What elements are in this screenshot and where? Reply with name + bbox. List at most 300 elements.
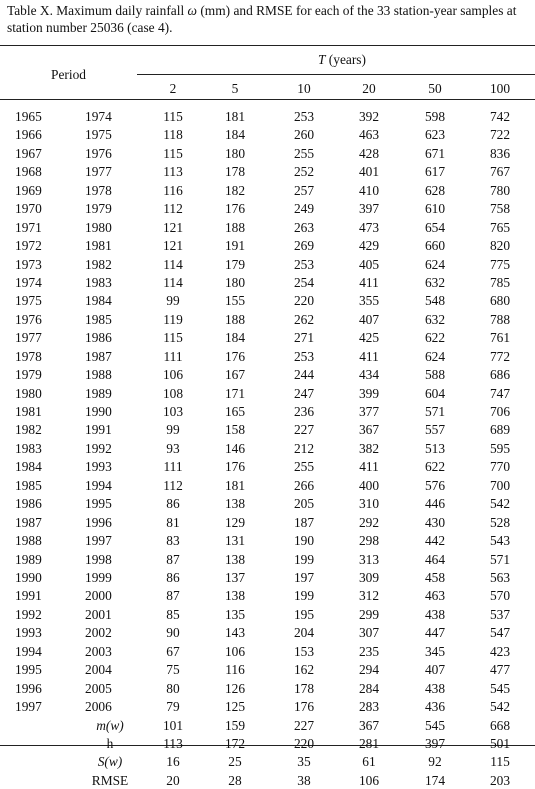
period-end-year: 1994 (85, 478, 112, 493)
rainfall-value: 299 (358, 607, 380, 622)
rainfall-value: 542 (489, 496, 511, 511)
rainfall-value: 153 (293, 644, 315, 659)
rainfall-value: 761 (489, 330, 511, 345)
period-start-year: 1983 (15, 441, 42, 456)
rainfall-value: 624 (424, 349, 446, 364)
rainfall-value: 129 (224, 515, 246, 530)
rainfall-value: 253 (293, 349, 315, 364)
summary-value: 61 (362, 754, 376, 769)
rainfall-value: 181 (224, 109, 246, 124)
rainfall-value: 563 (489, 570, 511, 585)
rainfall-value: 604 (424, 386, 446, 401)
period-end-year: 1985 (85, 312, 112, 327)
summary-value: 501 (489, 736, 511, 751)
rainfall-value: 111 (163, 459, 183, 474)
period-start-year: 1971 (15, 220, 42, 235)
rainfall-value: 121 (162, 220, 184, 235)
rainfall-value: 473 (358, 220, 380, 235)
rainfall-value: 182 (224, 183, 246, 198)
period-start-year: 1993 (15, 625, 42, 640)
rainfall-value: 81 (166, 515, 180, 530)
rainfall-value: 118 (163, 127, 183, 142)
t-unit: (years) (325, 52, 366, 67)
rainfall-value: 434 (358, 367, 380, 382)
rainfall-value: 772 (489, 349, 511, 364)
rainfall-value: 87 (166, 552, 180, 567)
period-start-year: 1977 (15, 330, 42, 345)
period-end-year: 1978 (85, 183, 112, 198)
rainfall-value: 598 (424, 109, 446, 124)
rainfall-value: 262 (293, 312, 315, 327)
rainfall-value: 106 (224, 644, 246, 659)
rainfall-value: 269 (293, 238, 315, 253)
rainfall-value: 90 (166, 625, 180, 640)
summary-value: 113 (163, 736, 183, 751)
period-end-year: 1995 (85, 496, 112, 511)
rainfall-value: 115 (163, 146, 183, 161)
rainfall-value: 260 (293, 127, 315, 142)
rainfall-value: 87 (166, 588, 180, 603)
summary-label: h (106, 736, 114, 751)
rainfall-value: 780 (489, 183, 511, 198)
summary-value: 227 (293, 718, 315, 733)
summary-value: 174 (424, 773, 446, 788)
rainfall-value: 528 (489, 515, 511, 530)
t-symbol: T (318, 52, 326, 67)
rainfall-value: 253 (293, 109, 315, 124)
rainfall-value: 252 (293, 164, 315, 179)
period-end-year: 2003 (85, 644, 112, 659)
rainfall-value: 79 (166, 699, 180, 714)
rainfall-value: 176 (224, 201, 246, 216)
rainfall-value: 447 (424, 625, 446, 640)
rainfall-value: 178 (293, 681, 315, 696)
rainfall-value: 430 (424, 515, 446, 530)
period-end-year: 1982 (85, 257, 112, 272)
rainfall-value: 125 (224, 699, 246, 714)
period-start-year: 1997 (15, 699, 42, 714)
rainfall-value: 570 (489, 588, 511, 603)
summary-value: 38 (297, 773, 311, 788)
rainfall-value: 176 (224, 349, 246, 364)
rainfall-value: 345 (424, 644, 446, 659)
rainfall-value: 99 (166, 422, 180, 437)
period-start-year: 1972 (15, 238, 42, 253)
period-end-year: 1986 (85, 330, 112, 345)
rainfall-value: 180 (224, 275, 246, 290)
period-end-year: 2006 (85, 699, 112, 714)
rainfall-value: 820 (489, 238, 511, 253)
period-end-year: 1997 (85, 533, 112, 548)
period-start-year: 1969 (15, 183, 42, 198)
rainfall-value: 180 (224, 146, 246, 161)
rainfall-value: 292 (358, 515, 380, 530)
period-header: Period (51, 67, 86, 82)
rainfall-value: 115 (163, 330, 183, 345)
period-end-year: 1987 (85, 349, 112, 364)
rainfall-value: 119 (163, 312, 183, 327)
period-start-year: 1968 (15, 164, 42, 179)
rainfall-value: 158 (224, 422, 246, 437)
rainfall-value: 86 (166, 496, 180, 511)
rainfall-value: 411 (359, 275, 379, 290)
caption-suffix: (mm) and RMSE for each of the 33 station-year samples at station number 25036 (case 4). (7, 3, 517, 35)
summary-value: 115 (490, 754, 510, 769)
rainfall-value: 313 (358, 552, 380, 567)
rainfall-value: 671 (424, 146, 446, 161)
rainfall-value: 138 (224, 552, 246, 567)
rainfall-value: 836 (489, 146, 511, 161)
rainfall-value: 271 (293, 330, 315, 345)
col-header-100: 100 (489, 81, 511, 96)
rainfall-value: 543 (489, 533, 511, 548)
rainfall-value: 595 (489, 441, 511, 456)
rainfall-value: 235 (358, 644, 380, 659)
rainfall-value: 188 (224, 220, 246, 235)
rainfall-value: 617 (424, 164, 446, 179)
summary-value: 220 (293, 736, 315, 751)
rainfall-value: 307 (358, 625, 380, 640)
rainfall-value: 442 (424, 533, 446, 548)
rainfall-value: 188 (224, 312, 246, 327)
rainfall-value: 407 (358, 312, 380, 327)
rainfall-value: 138 (224, 496, 246, 511)
caption-prefix: Table X. Maximum daily rainfall (7, 3, 188, 18)
rainfall-value: 176 (224, 459, 246, 474)
rainfall-value: 355 (358, 293, 380, 308)
rainfall-value: 309 (358, 570, 380, 585)
period-end-year: 1984 (85, 293, 112, 308)
rainfall-value: 545 (489, 681, 511, 696)
col-header-2: 2 (169, 81, 177, 96)
rainfall-value: 660 (424, 238, 446, 253)
period-end-year: 1980 (85, 220, 112, 235)
rainfall-value: 106 (162, 367, 184, 382)
period-end-year: 1998 (85, 552, 112, 567)
rainfall-value: 205 (293, 496, 315, 511)
rainfall-value: 113 (163, 164, 183, 179)
rainfall-value: 770 (489, 459, 511, 474)
summary-label: RMSE (91, 773, 129, 788)
period-start-year: 1992 (15, 607, 42, 622)
rainfall-value: 257 (293, 183, 315, 198)
period-start-year: 1985 (15, 478, 42, 493)
period-end-year: 1983 (85, 275, 112, 290)
summary-value: 367 (358, 718, 380, 733)
rainfall-value: 610 (424, 201, 446, 216)
period-start-year: 1965 (15, 109, 42, 124)
rainfall-value: 399 (358, 386, 380, 401)
summary-value: 25 (228, 754, 242, 769)
rainfall-value: 184 (224, 330, 246, 345)
rainfall-value: 75 (166, 662, 180, 677)
period-end-year: 1989 (85, 386, 112, 401)
rainfall-value: 254 (293, 275, 315, 290)
period-start-year: 1980 (15, 386, 42, 401)
rainfall-value: 310 (358, 496, 380, 511)
rainfall-value: 115 (163, 109, 183, 124)
period-start-year: 1974 (15, 275, 42, 290)
rainfall-value: 628 (424, 183, 446, 198)
rainfall-value: 197 (293, 570, 315, 585)
rainfall-value: 632 (424, 275, 446, 290)
rainfall-value: 785 (489, 275, 511, 290)
rainfall-value: 722 (489, 127, 511, 142)
rainfall-value: 126 (224, 681, 246, 696)
period-start-year: 1986 (15, 496, 42, 511)
period-start-year: 1991 (15, 588, 42, 603)
rainfall-value: 85 (166, 607, 180, 622)
rainfall-value: 93 (166, 441, 180, 456)
rainfall-value: 622 (424, 330, 446, 345)
summary-value: 92 (428, 754, 442, 769)
rainfall-value: 623 (424, 127, 446, 142)
rainfall-value: 244 (293, 367, 315, 382)
period-start-year: 1990 (15, 570, 42, 585)
period-end-year: 1996 (85, 515, 112, 530)
rainfall-value: 758 (489, 201, 511, 216)
rainfall-value: 167 (224, 367, 246, 382)
summary-value: 668 (489, 718, 511, 733)
rainfall-value: 438 (424, 681, 446, 696)
rainfall-value: 423 (489, 644, 511, 659)
rainfall-value: 428 (358, 146, 380, 161)
summary-value: 545 (424, 718, 446, 733)
rainfall-value: 438 (424, 607, 446, 622)
rainfall-value: 429 (358, 238, 380, 253)
rainfall-value: 181 (224, 478, 246, 493)
rainfall-value: 249 (293, 201, 315, 216)
period-end-year: 1976 (85, 146, 112, 161)
summary-value: 20 (166, 773, 180, 788)
rainfall-value: 176 (293, 699, 315, 714)
summary-value: 397 (424, 736, 446, 751)
rainfall-value: 146 (224, 441, 246, 456)
rainfall-value: 576 (424, 478, 446, 493)
rainfall-value: 255 (293, 146, 315, 161)
rainfall-value: 410 (358, 183, 380, 198)
period-start-year: 1967 (15, 146, 42, 161)
rainfall-value: 283 (358, 699, 380, 714)
rainfall-value: 255 (293, 459, 315, 474)
rainfall-value: 298 (358, 533, 380, 548)
summary-value: 172 (224, 736, 246, 751)
rainfall-value: 155 (224, 293, 246, 308)
period-end-year: 1975 (85, 127, 112, 142)
rainfall-value: 236 (293, 404, 315, 419)
period-end-year: 2000 (85, 588, 112, 603)
col-header-5: 5 (231, 81, 239, 96)
rainfall-value: 86 (166, 570, 180, 585)
period-start-year: 1996 (15, 681, 42, 696)
period-start-year: 1978 (15, 349, 42, 364)
rainfall-value: 411 (359, 459, 379, 474)
rainfall-value: 171 (224, 386, 246, 401)
rainfall-value: 463 (424, 588, 446, 603)
col-header-20: 20 (362, 81, 376, 96)
rainfall-value: 114 (163, 275, 183, 290)
rainfall-value: 547 (489, 625, 511, 640)
rainfall-value: 571 (489, 552, 511, 567)
rainfall-value: 80 (166, 681, 180, 696)
rainfall-value: 458 (424, 570, 446, 585)
period-end-year: 1979 (85, 201, 112, 216)
rainfall-value: 425 (358, 330, 380, 345)
period-start-year: 1982 (15, 422, 42, 437)
rainfall-value: 382 (358, 441, 380, 456)
period-start-year: 1979 (15, 367, 42, 382)
caption-omega: ω (187, 3, 197, 18)
rainfall-value: 212 (293, 441, 315, 456)
period-end-year: 2005 (85, 681, 112, 696)
period-end-year: 2001 (85, 607, 112, 622)
period-end-year: 1999 (85, 570, 112, 585)
rainfall-value: 112 (163, 201, 183, 216)
rainfall-value: 165 (224, 404, 246, 419)
rainfall-value: 138 (224, 588, 246, 603)
rainfall-value: 247 (293, 386, 315, 401)
rainfall-value: 775 (489, 257, 511, 272)
summary-value: 106 (358, 773, 380, 788)
rainfall-value: 312 (358, 588, 380, 603)
rainfall-value: 446 (424, 496, 446, 511)
rainfall-value: 377 (358, 404, 380, 419)
rainfall-value: 253 (293, 257, 315, 272)
period-end-year: 1993 (85, 459, 112, 474)
rainfall-value: 571 (424, 404, 446, 419)
summary-value: 35 (297, 754, 311, 769)
rainfall-value: 537 (489, 607, 511, 622)
period-start-year: 1981 (15, 404, 42, 419)
rainfall-value: 263 (293, 220, 315, 235)
rainfall-value: 294 (358, 662, 380, 677)
period-start-year: 1970 (15, 201, 42, 216)
period-end-year: 1990 (85, 404, 112, 419)
rainfall-value: 266 (293, 478, 315, 493)
period-start-year: 1987 (15, 515, 42, 530)
summary-value: 16 (166, 754, 180, 769)
rainfall-value: 767 (489, 164, 511, 179)
period-start-year: 1988 (15, 533, 42, 548)
rainfall-value: 116 (225, 662, 245, 677)
period-start-year: 1994 (15, 644, 42, 659)
period-start-year: 1989 (15, 552, 42, 567)
rainfall-value: 83 (166, 533, 180, 548)
rainfall-value: 199 (293, 588, 315, 603)
rainfall-value: 112 (163, 478, 183, 493)
rainfall-value: 436 (424, 699, 446, 714)
rainfall-value: 187 (293, 515, 315, 530)
rainfall-value: 184 (224, 127, 246, 142)
rainfall-value: 99 (166, 293, 180, 308)
rainfall-value: 463 (358, 127, 380, 142)
rainfall-value: 114 (163, 257, 183, 272)
rainfall-value: 367 (358, 422, 380, 437)
rainfall-value: 411 (359, 349, 379, 364)
summary-value: 281 (358, 736, 380, 751)
period-end-year: 2004 (85, 662, 112, 677)
rainfall-value: 227 (293, 422, 315, 437)
rainfall-value: 284 (358, 681, 380, 696)
rainfall-value: 548 (424, 293, 446, 308)
summary-label: m(w) (96, 718, 124, 733)
rainfall-value: 624 (424, 257, 446, 272)
period-start-year: 1975 (15, 293, 42, 308)
col-header-50: 50 (428, 81, 442, 96)
summary-value: 28 (228, 773, 242, 788)
rainfall-value: 622 (424, 459, 446, 474)
summary-value: 101 (162, 718, 184, 733)
rainfall-value: 204 (293, 625, 315, 640)
period-start-year: 1976 (15, 312, 42, 327)
rainfall-value: 706 (489, 404, 511, 419)
rainfall-value: 111 (163, 349, 183, 364)
rainfall-value: 199 (293, 552, 315, 567)
summary-value: 159 (224, 718, 246, 733)
period-end-year: 1992 (85, 441, 112, 456)
rainfall-value: 190 (293, 533, 315, 548)
rainfall-value: 162 (293, 662, 315, 677)
rainfall-value: 654 (424, 220, 446, 235)
rainfall-value: 700 (489, 478, 511, 493)
rainfall-value: 557 (424, 422, 446, 437)
rainfall-value: 405 (358, 257, 380, 272)
period-start-year: 1973 (15, 257, 42, 272)
rainfall-value: 588 (424, 367, 446, 382)
rainfall-value: 765 (489, 220, 511, 235)
period-start-year: 1984 (15, 459, 42, 474)
rainfall-value: 392 (358, 109, 380, 124)
period-end-year: 1991 (85, 422, 112, 437)
rainfall-value: 464 (424, 552, 446, 567)
rainfall-value: 191 (224, 238, 246, 253)
period-end-year: 1981 (85, 238, 112, 253)
rainfall-value: 788 (489, 312, 511, 327)
period-start-year: 1995 (15, 662, 42, 677)
rainfall-value: 195 (293, 607, 315, 622)
rainfall-value: 407 (424, 662, 446, 677)
rainfall-value: 400 (358, 478, 380, 493)
rainfall-value: 632 (424, 312, 446, 327)
summary-label: S(w) (97, 754, 123, 769)
summary-value: 203 (489, 773, 511, 788)
rainfall-value: 143 (224, 625, 246, 640)
rainfall-value: 116 (163, 183, 183, 198)
rainfall-value: 137 (224, 570, 246, 585)
period-end-year: 2002 (85, 625, 112, 640)
rainfall-value: 121 (162, 238, 184, 253)
rainfall-value: 67 (166, 644, 180, 659)
period-end-year: 1988 (85, 367, 112, 382)
rainfall-value: 178 (224, 164, 246, 179)
rainfall-value: 742 (489, 109, 511, 124)
rainfall-value: 179 (224, 257, 246, 272)
rainfall-value: 131 (224, 533, 246, 548)
rainfall-value: 135 (224, 607, 246, 622)
rainfall-value: 680 (489, 293, 511, 308)
rainfall-value: 108 (162, 386, 184, 401)
rainfall-value: 103 (162, 404, 184, 419)
rainfall-value: 220 (293, 293, 315, 308)
rainfall-value: 513 (424, 441, 446, 456)
rainfall-value: 401 (358, 164, 380, 179)
period-end-year: 1977 (85, 164, 112, 179)
col-header-10: 10 (297, 81, 311, 96)
rainfall-value: 689 (489, 422, 511, 437)
period-start-year: 1966 (15, 127, 42, 142)
rainfall-value: 397 (358, 201, 380, 216)
rainfall-value: 477 (489, 662, 511, 677)
